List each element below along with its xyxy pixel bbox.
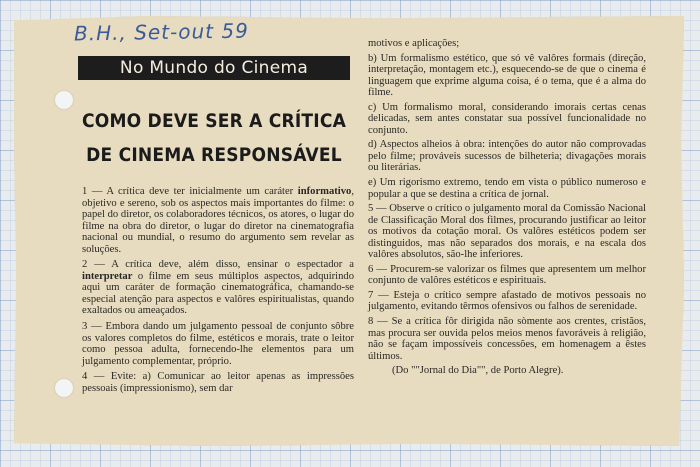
paragraph-6: 6 — Procurem-se valorizar os filmes que apresentem um melhor conjunto de valôres estéticos e espirituais. <box>368 263 646 287</box>
section-banner: No Mundo do Cinema <box>78 56 350 80</box>
right-column <box>368 38 646 377</box>
paragraph-1-bold: informativo <box>297 186 352 197</box>
paragraph-5: 5 — Observe o crítico o julgamento moral da Comissão Nacional de Classificação Moral dos filmes, procurando justificar ao leitor os motivos da cotação moral. Os valôres estéticos podem ser distinguidos, mas não separados dos morais, e na escala dos valôres absolutos, são-lhe inferiores. <box>368 203 646 261</box>
paragraph-2-text-a: 2 — A crítica deve, além disso, ensinar o espectador a <box>82 259 354 271</box>
left-column <box>82 186 354 394</box>
paragraph-2-text-b: o filme em seus múltiplos aspectos, adquirindo aqui um caráter de formação cinematográfica, chamando-se especial atenção para aspectos e valôres espiritualistas, quando exaltados ou ameaçados. <box>82 270 354 317</box>
paragraph-7: 7 — Esteja o crítico sempre afastado de motivos pessoais no julgamento, evitando têrmos ofensivos ou falhos de serenidade. <box>368 289 646 313</box>
paragraph-4e: e) Um rigorismo extremo, tendo em vista o público numeroso e popular a que se destina a crítica de jornal. <box>368 177 646 200</box>
paragraph-4a-continued: motivos e aplicações; <box>368 38 460 49</box>
paragraph-2 <box>82 259 354 317</box>
paragraph-2-bold: interpretar <box>82 270 133 282</box>
paragraph-1-text-a: 1 — A crítica deve ter inicialmente um caráter <box>82 186 298 197</box>
punch-hole-top <box>54 90 74 110</box>
paragraph-4: 4 — Evite: a) Comunicar ao leitor apenas as impressões pessoais (impressionismo), sem dar <box>82 371 354 394</box>
source-attribution: (Do ""Jornal do Dia"", de Porto Alegre). <box>392 365 564 377</box>
paragraph-4b: b) Um formalismo estético, que só vê valôres formais (direção, interpretação, montagem etc.), esquecendo-se de que o cinema é linguagem que exprime alguma coisa, é o tema, que é a alma do filme. <box>368 52 646 99</box>
paragraph-4d: d) Aspectos alheios à obra: intenções do autor não comprovadas pelo filme; prováveis sucessos de bilheteria; divagações morais ou literárias. <box>368 139 646 174</box>
paragraph-1 <box>82 186 354 255</box>
paragraph-8: 8 — Se a crítica fôr dirigida não sòmente aos crentes, cristãos, mas procura ser ouvida pelos meios menos favoráveis à religião, não se façam impossíveis concessões, em homenagem a êstes últimos. <box>368 316 646 362</box>
paragraph-3: 3 — Embora dando um julgamento pessoal de conjunto sôbre os valores completos do filme, estéticos e morais, trate o leitor como pessoa adulta, fornecendo-lhe elementos para um julgamento complementar, próprio. <box>82 321 354 367</box>
punch-hole-bottom <box>54 378 74 398</box>
handwritten-note: B.H., Set-out 59 <box>73 18 250 46</box>
paragraph-1-text-b: , objetivo e sereno, sob os aspectos mais importantes do filme: o papel do diretor, os colaboradores técnicos, os atores, o lugar do filme na obra do diretor, o lugar do diretor na cinematografia nacional ou mundial, o resumo do argumento sem revelar as soluções. <box>82 186 354 255</box>
paragraph-4c: c) Um formalismo moral, considerando imorais certas cenas delicadas, sem antes constatar sua possível funcionalidade no conjunto. <box>368 101 646 136</box>
article-headline: COMO DEVE SER A CRÍTICA DE CINEMA RESPONSÁVEL <box>81 110 347 166</box>
